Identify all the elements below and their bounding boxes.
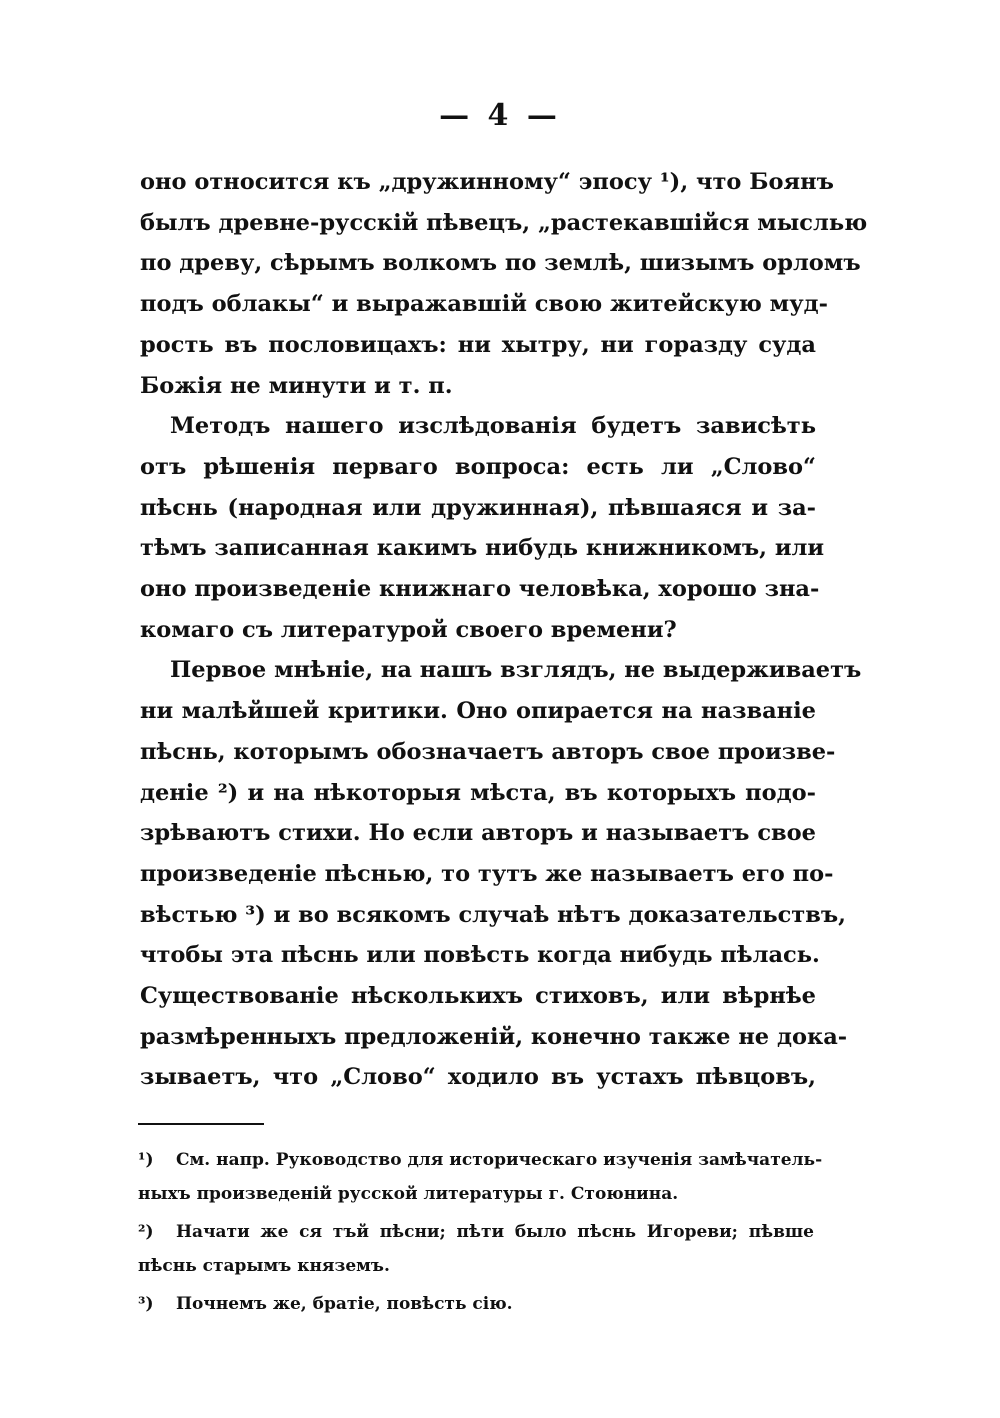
footnote-line: пѣснь старымъ княземъ. (138, 1256, 390, 1276)
text-line: комаго съ литературой своего времени? (140, 616, 677, 643)
footnote-text: Начати же ся тъй пѣсни; пѣти было пѣснь Игореви; пѣвше (176, 1222, 814, 1242)
text-line: былъ древне-русскій пѣвецъ, „растекавшійся мыслью (140, 209, 868, 236)
text-line: размѣренныхъ предложеній, конечно также не дока- (140, 1023, 848, 1050)
footnote-text: Почнемъ же, братіе, повѣсть сію. (176, 1294, 513, 1314)
text-line: произведеніе пѣснью, то тутъ же называетъ его по- (140, 860, 834, 887)
footnotes (138, 1143, 823, 1325)
footnote-line (138, 1143, 823, 1177)
footnote-3 (138, 1287, 814, 1321)
text-line: вѣстью ³) и во всякомъ случаѣ нѣтъ доказательствъ, (140, 901, 846, 928)
text-line: Божія не минути и т. п. (140, 372, 453, 399)
text-line: подъ облакы“ и выражавшій свою житейскую муд- (140, 291, 828, 318)
text-line: ни малѣйшей критики. Оно опирается на названіе (140, 698, 816, 725)
text-line: оно относится къ „дружинному“ эпосу ¹), что Боянъ (140, 169, 834, 195)
footnote-line (138, 1215, 814, 1249)
text-line: по древу, сѣрымъ волкомъ по землѣ, шизымъ орломъ (140, 250, 861, 277)
footnote-line (138, 1287, 814, 1321)
text-line: тѣмъ записанная какимъ нибудь книжникомъ, или (140, 535, 825, 562)
footnote-text: См. напр. Руководство для историческаго изученія замѣчатель- (176, 1150, 823, 1170)
footnote-separator (138, 1123, 264, 1125)
text-line: пѣснь, которымъ обозначаетъ авторъ свое произве- (140, 738, 836, 765)
text-line: Существованіе нѣсколькихъ стиховъ, или вѣрнѣе (140, 983, 816, 1010)
footnote-marker: ²) (138, 1222, 154, 1242)
paragraph-1 (140, 162, 868, 406)
body-text (140, 162, 868, 1098)
paragraph-2 (140, 406, 825, 650)
text-line: зываетъ, что „Слово“ ходило въ устахъ пѣвцовъ, (140, 1064, 816, 1091)
text-line: Первое мнѣніе, на нашъ взглядъ, не выдерживаетъ (170, 657, 862, 684)
text-line: пѣснь (народная или дружинная), пѣвшаяся и за- (140, 494, 816, 521)
text-line: Методъ нашего изслѣдованія будетъ зависѣть (170, 413, 816, 440)
text-line: деніе ²) и на нѣкоторыя мѣста, въ которыхъ подо- (140, 779, 816, 806)
text-line: чтобы эта пѣснь или повѣсть когда нибудь пѣлась. (140, 942, 820, 969)
footnote-marker: ¹) (138, 1150, 154, 1170)
text-line: отъ рѣшенія перваго вопроса: есть ли „Слово“ (140, 453, 816, 480)
text-line: оно произведеніе книжнаго человѣка, хорошо зна- (140, 576, 820, 603)
text-line: зрѣваютъ стихи. Но если авторъ и называетъ свое (140, 820, 816, 847)
paragraph-3 (140, 650, 862, 1098)
footnote-1 (138, 1143, 823, 1211)
page-number: — 4 — (439, 98, 561, 133)
footnote-line: ныхъ произведеній русской литературы г. Стоюнина. (138, 1184, 679, 1204)
footnote-marker: ³) (138, 1294, 154, 1314)
footnote-2 (138, 1215, 814, 1283)
text-line: рость въ пословицахъ: ни хытру, ни горазду суда (140, 331, 816, 358)
